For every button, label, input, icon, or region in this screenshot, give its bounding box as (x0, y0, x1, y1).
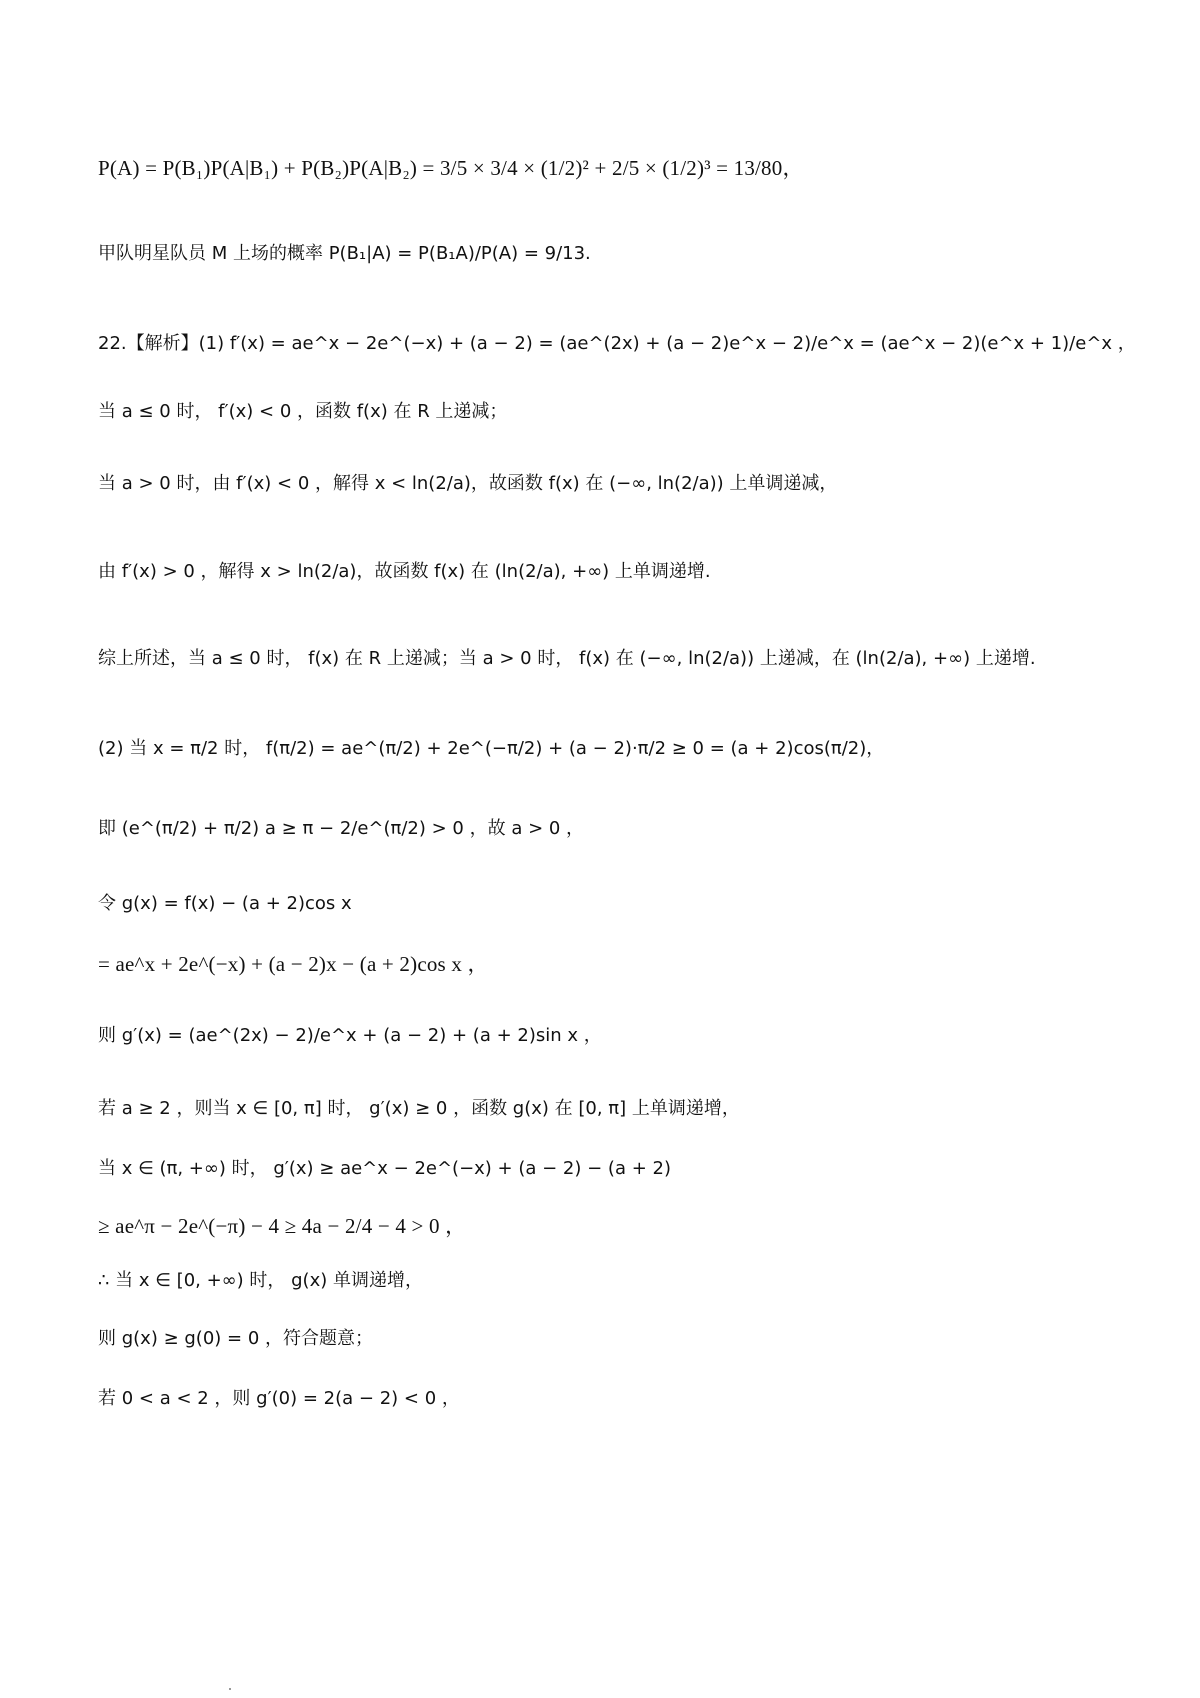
text-line: 令 g(x) = f(x) − (a + 2)cos x (98, 893, 352, 914)
text-line: 综上所述，当 a ≤ 0 时， f(x) 在 R 上递减；当 a > 0 时， f(x) 在 (−∞, ln(2/a)) 上递减，在 (ln(2/a), +∞) 上递增. (98, 648, 1036, 669)
solution-heading-line: 22.【解析】(1) f′(x) = ae^x − 2e^(−x) + (a − 2) = (ae^(2x) + (a − 2)e^x − 2)/e^x = (ae^x − 2)(e^x + 1)/e^x ， (98, 333, 1136, 354)
text-line: 若 0 < a < 2 ，则 g′(0) = 2(a − 2) < 0 ， (98, 1388, 460, 1409)
text-line: 当 x ∈ (π, +∞) 时， g′(x) ≥ ae^x − 2e^(−x) + (a − 2) − (a + 2) (98, 1158, 671, 1179)
text-line: ∴ 当 x ∈ [0, +∞) 时， g(x) 单调递增， (98, 1270, 423, 1291)
text-line: 则 g(x) ≥ g(0) = 0 ，符合题意； (98, 1328, 373, 1349)
text-line: 则 g′(x) = (ae^(2x) − 2)/e^x + (a − 2) + (a + 2)sin x ， (98, 1025, 602, 1046)
text-line: 当 a > 0 时，由 f′(x) < 0 ，解得 x < ln(2/a)，故函数 f(x) 在 (−∞, ln(2/a)) 上单调递减， (98, 473, 838, 494)
text-line: 由 f′(x) > 0 ，解得 x > ln(2/a)，故函数 f(x) 在 (ln(2/a), +∞) 上单调递增. (98, 561, 711, 582)
equation-line: ≥ ae^π − 2e^(−π) − 4 ≥ 4a − 2/4 − 4 > 0 ， (98, 1214, 467, 1238)
text-line: 甲队明星队员 M 上场的概率 P(B₁|A) = P(B₁A)/P(A) = 9/13. (98, 243, 591, 264)
text-line: 即 (e^(π/2) + π/2) a ≥ π − 2/e^(π/2) > 0 ，故 a > 0 ， (98, 818, 585, 839)
equation-line: P(A) = P(B₁)P(A|B₁) + P(B₂)P(A|B₂) = 3/5 × 3/4 × (1/2)² + 2/5 × (1/2)³ = 13/80， (98, 156, 804, 180)
equation-line: = ae^x + 2e^(−x) + (a − 2)x − (a + 2)cos x ， (98, 952, 489, 976)
text-line: 若 a ≥ 2 ，则当 x ∈ [0, π] 时， g′(x) ≥ 0 ，函数 g(x) 在 [0, π] 上单调递增， (98, 1098, 740, 1119)
text-line: (2) 当 x = π/2 时， f(π/2) = ae^(π/2) + 2e^(−π/2) + (a − 2)·π/2 ≥ 0 = (a + 2)cos(π/2)， (98, 738, 885, 759)
page-dot (229, 1688, 231, 1690)
text-line: 当 a ≤ 0 时， f′(x) < 0 ，函数 f(x) 在 R 上递减； (98, 401, 508, 422)
